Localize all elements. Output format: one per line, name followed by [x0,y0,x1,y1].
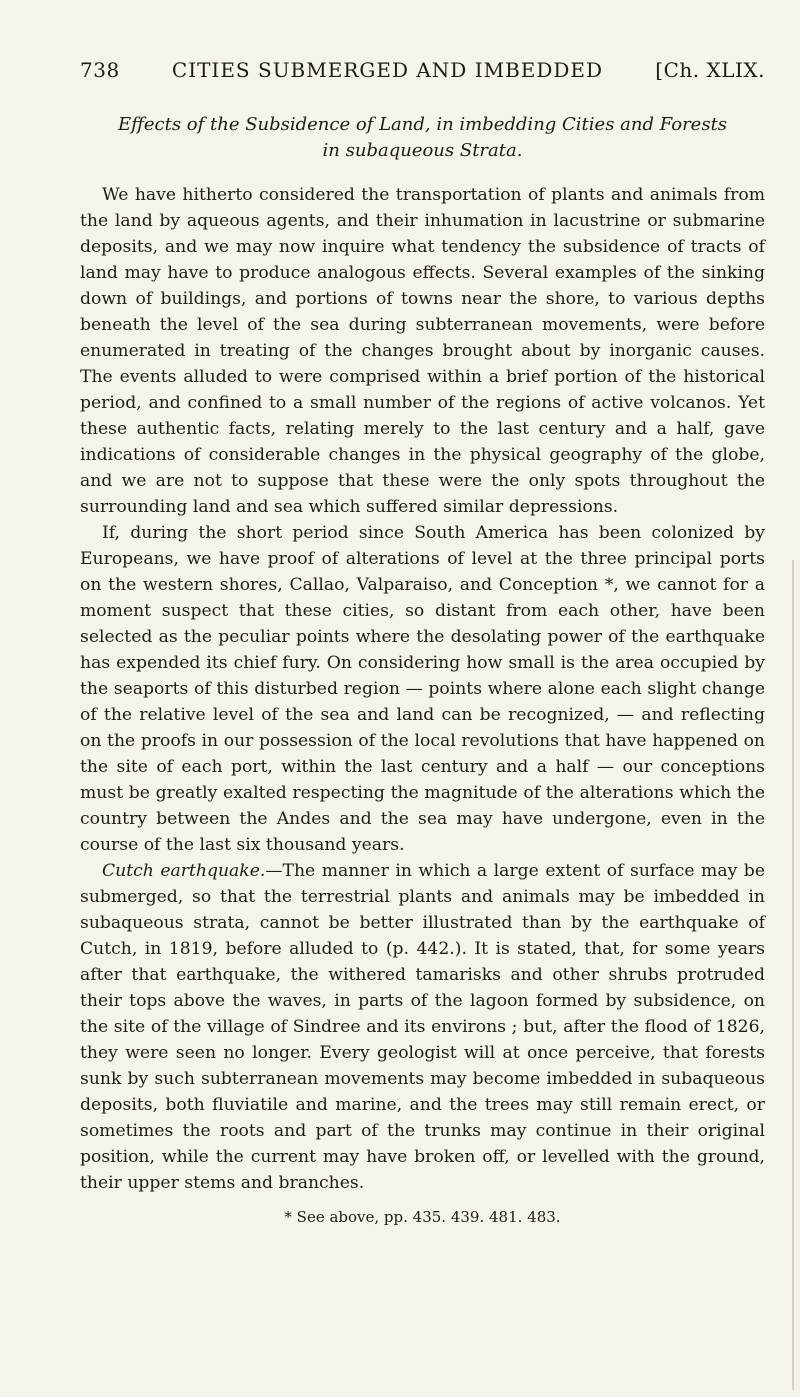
paragraph-3-lead: Cutch earthquake. [102,861,266,881]
paragraph-2-text: If, during the short period since South America has been colonized by Europeans, we have proof of alterations of level at the three principal ports on the western shores, Callao, Valparaiso, and Conception *, we cannot for a moment suspect that these cities, so distant from each other, have been selected as the peculiar points where the desolating power of the earthquake has expended its chief fury. On considering how small is the area occupied by the seaports of this disturbed region — points where alone each slight change of the relative level of the sea and land can be recognized, — and reflecting on the proofs in our possession of the local revolutions that have happened on the site of each port, within the last century and a half — our conceptions must be greatly exalted respecting the magnitude of the alterations which the country between the Andes and the sea may have undergone, even in the course of the last six thousand years. [80,523,765,855]
paragraph-3-text: —The manner in which a large extent of surface may be submerged, so that the terrestrial plants and animals may be imbedded in subaqueous strata, cannot be better illustrated than by the earthquake of Cutch, in 1819, before alluded to (p. 442.). It is stated, that, for some years after that earthquake, the withered tamarisks and other shrubs protruded their tops above the waves, in parts of the lagoon formed by subsidence, on the site of the village of Sindree and its environs ; but, after the flood of 1826, they were seen no longer. Every geologist will at once perceive, that forests sunk by such subterranean movements may become imbedded in subaqueous deposits, both fluviatile and marine, and the trees may still remain erect, or sometimes the roots and part of the trunks may continue in their original position, while the current may have broken off, or levelled with the ground, their upper stems and branches. [80,861,765,1193]
footnote: * See above, pp. 435. 439. 481. 483. [284,1208,561,1226]
paragraph-3 [80,858,765,1196]
paragraph-1 [80,182,765,520]
book-page [80,58,765,1226]
section-title-line-2: in subaqueous Strata. [322,140,523,161]
running-header [80,58,765,82]
running-title: CITIES SUBMERGED AND IMBEDDED [171,58,604,82]
section-title [80,112,765,164]
chapter-label: [Ch. XLIX. [655,58,765,82]
paragraph-1-text: We have hitherto considered the transportation of plants and animals from the land by aqueous agents, and their inhumation in lacustrine or submarine deposits, and we may now inquire what tendency the subsidence of tracts of land may have to produce analogous effects. Several examples of the sinking down of buildings, and portions of towns near the shore, to various depths beneath the level of the sea during subterranean movements, were before enumerated in treating of the changes brought about by inorganic causes. The events alluded to were comprised within a brief portion of the historical period, and confined to a small number of the regions of active volcanos. Yet these authentic facts, relating merely to the last century and a half, gave indications of considerable changes in the physical geography of the globe, and we are not to suppose that these were the only spots throughout the surrounding land and sea which suffered similar depressions. [80,185,765,517]
body-text [80,182,765,1196]
page-edge-shadow [792,560,794,1390]
section-title-line-1: Effects of the Subsidence of Land, in imbedding Cities and Forests [117,114,728,135]
paragraph-2 [80,520,765,858]
page-number: 738 [80,58,120,82]
